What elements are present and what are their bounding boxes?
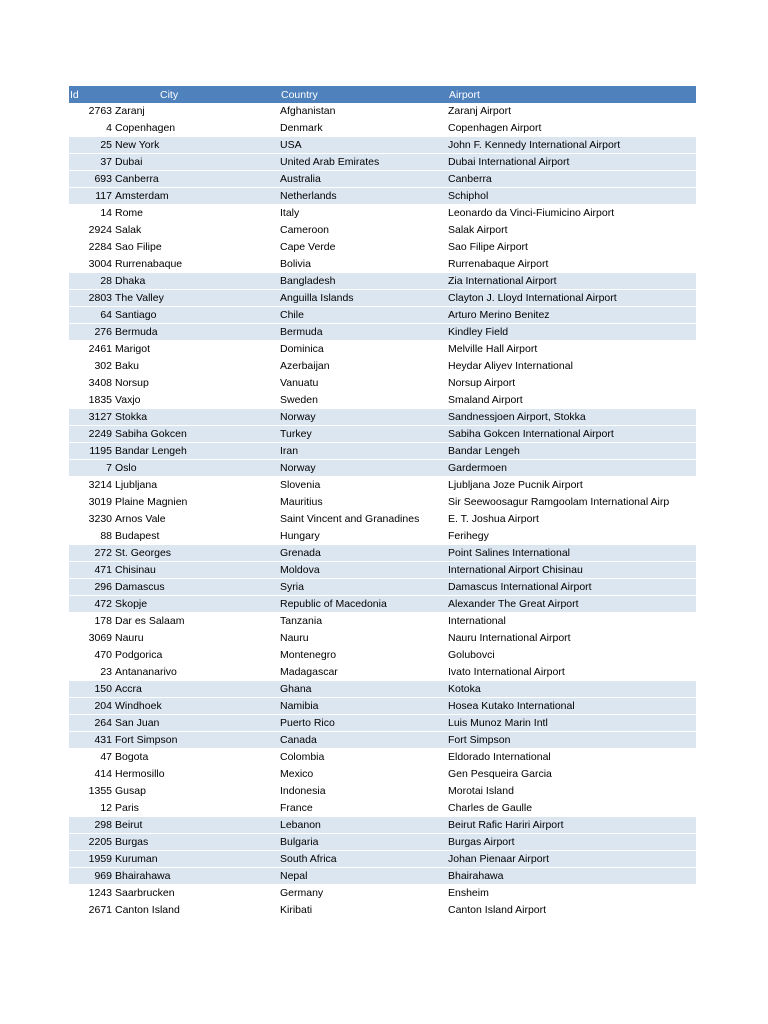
cell-id[interactable]: 150 xyxy=(69,681,114,698)
cell-airport[interactable]: Leonardo da Vinci-Fiumicino Airport xyxy=(448,205,696,222)
cell-country[interactable]: Slovenia xyxy=(280,477,448,494)
table-row xyxy=(69,120,696,137)
table-row xyxy=(69,698,696,715)
cell-id[interactable]: 47 xyxy=(69,749,114,766)
cell-city[interactable]: Sabiha Gokcen xyxy=(114,426,280,443)
cell-id[interactable]: 2205 xyxy=(69,834,114,851)
cell-city[interactable]: Gusap xyxy=(114,783,280,800)
cell-id[interactable]: 276 xyxy=(69,324,114,341)
cell-id[interactable]: 23 xyxy=(69,664,114,681)
cell-country[interactable]: Sweden xyxy=(280,392,448,409)
table-row xyxy=(69,851,696,868)
cell-country[interactable]: Italy xyxy=(280,205,448,222)
cell-city[interactable]: Paris xyxy=(114,800,280,817)
cell-country[interactable]: Denmark xyxy=(280,120,448,137)
cell-country[interactable]: United Arab Emirates xyxy=(280,154,448,171)
cell-city[interactable]: Bandar Lengeh xyxy=(114,443,280,460)
cell-airport[interactable]: Copenhagen Airport xyxy=(448,120,696,137)
cell-country[interactable]: Cape Verde xyxy=(280,239,448,256)
cell-id[interactable]: 2803 xyxy=(69,290,114,307)
cell-id[interactable]: 204 xyxy=(69,698,114,715)
cell-country[interactable]: Norway xyxy=(280,409,448,426)
cell-id[interactable]: 1355 xyxy=(69,783,114,800)
cell-airport[interactable]: Gardermoen xyxy=(448,460,696,477)
table-row xyxy=(69,324,696,341)
cell-city[interactable]: Podgorica xyxy=(114,647,280,664)
cell-city[interactable]: Marigot xyxy=(114,341,280,358)
cell-city[interactable]: Hermosillo xyxy=(114,766,280,783)
cell-city[interactable]: Zaranj xyxy=(114,103,280,120)
cell-airport[interactable]: Rurrenabaque Airport xyxy=(448,256,696,273)
table-row xyxy=(69,902,696,919)
cell-city[interactable]: Antananarivo xyxy=(114,664,280,681)
cell-country[interactable]: Ghana xyxy=(280,681,448,698)
cell-city[interactable]: San Juan xyxy=(114,715,280,732)
cell-id[interactable]: 3127 xyxy=(69,409,114,426)
table-row xyxy=(69,103,696,120)
cell-city[interactable]: Burgas xyxy=(114,834,280,851)
cell-id[interactable]: 2461 xyxy=(69,341,114,358)
table-row xyxy=(69,460,696,477)
cell-country[interactable]: South Africa xyxy=(280,851,448,868)
cell-city[interactable]: Skopje xyxy=(114,596,280,613)
cell-id[interactable]: 302 xyxy=(69,358,114,375)
cell-city[interactable]: Budapest xyxy=(114,528,280,545)
cell-country[interactable]: Madagascar xyxy=(280,664,448,681)
cell-airport[interactable]: Zaranj Airport xyxy=(448,103,696,120)
cell-airport[interactable]: Bandar Lengeh xyxy=(448,443,696,460)
table-row xyxy=(69,868,696,885)
cell-id[interactable]: 1835 xyxy=(69,392,114,409)
cell-country[interactable]: Turkey xyxy=(280,426,448,443)
cell-airport[interactable]: Eldorado International xyxy=(448,749,696,766)
cell-airport[interactable]: Sabiha Gokcen International Airport xyxy=(448,426,696,443)
table-row xyxy=(69,545,696,562)
cell-id[interactable]: 1195 xyxy=(69,443,114,460)
cell-id[interactable]: 1243 xyxy=(69,885,114,902)
cell-city[interactable]: Windhoek xyxy=(114,698,280,715)
table-row xyxy=(69,256,696,273)
cell-airport[interactable]: Beirut Rafic Hariri Airport xyxy=(448,817,696,834)
cell-id[interactable]: 4 xyxy=(69,120,114,137)
cell-airport[interactable]: Salak Airport xyxy=(448,222,696,239)
cell-country[interactable]: Hungary xyxy=(280,528,448,545)
cell-airport[interactable]: Kotoka xyxy=(448,681,696,698)
table-row xyxy=(69,834,696,851)
table-row xyxy=(69,409,696,426)
cell-country[interactable]: Azerbaijan xyxy=(280,358,448,375)
table-row xyxy=(69,800,696,817)
cell-country[interactable]: France xyxy=(280,800,448,817)
cell-country[interactable]: Nauru xyxy=(280,630,448,647)
cell-airport[interactable]: Sir Seewoosagur Ramgoolam International Airp xyxy=(448,494,696,511)
cell-airport[interactable]: Canberra xyxy=(448,171,696,188)
cell-country[interactable]: USA xyxy=(280,137,448,154)
cell-airport[interactable]: Point Salines International xyxy=(448,545,696,562)
cell-id[interactable]: 64 xyxy=(69,307,114,324)
cell-country[interactable]: Netherlands xyxy=(280,188,448,205)
cell-id[interactable]: 414 xyxy=(69,766,114,783)
table-row xyxy=(69,613,696,630)
table-header-row xyxy=(69,86,696,103)
cell-id[interactable]: 298 xyxy=(69,817,114,834)
cell-id[interactable]: 693 xyxy=(69,171,114,188)
cell-city[interactable]: Copenhagen xyxy=(114,120,280,137)
cell-airport[interactable]: Zia International Airport xyxy=(448,273,696,290)
cell-airport[interactable]: Golubovci xyxy=(448,647,696,664)
cell-airport[interactable]: Ferihegy xyxy=(448,528,696,545)
table-row xyxy=(69,579,696,596)
table-row xyxy=(69,273,696,290)
cell-city[interactable]: Fort Simpson xyxy=(114,732,280,749)
cell-country[interactable]: Canada xyxy=(280,732,448,749)
cell-country[interactable]: Australia xyxy=(280,171,448,188)
table-row xyxy=(69,205,696,222)
cell-airport[interactable]: International xyxy=(448,613,696,630)
cell-city[interactable]: Dubai xyxy=(114,154,280,171)
cell-airport[interactable]: Gen Pesqueira Garcia xyxy=(448,766,696,783)
cell-airport[interactable]: Melville Hall Airport xyxy=(448,341,696,358)
cell-id[interactable]: 12 xyxy=(69,800,114,817)
table-row xyxy=(69,596,696,613)
cell-country[interactable]: Colombia xyxy=(280,749,448,766)
cell-id[interactable]: 431 xyxy=(69,732,114,749)
cell-country[interactable]: Bermuda xyxy=(280,324,448,341)
cell-city[interactable]: Dhaka xyxy=(114,273,280,290)
cell-country[interactable]: Montenegro xyxy=(280,647,448,664)
table-row xyxy=(69,375,696,392)
table-row xyxy=(69,239,696,256)
cell-id[interactable]: 296 xyxy=(69,579,114,596)
cell-country[interactable]: Namibia xyxy=(280,698,448,715)
cell-city[interactable]: Stokka xyxy=(114,409,280,426)
cell-city[interactable]: Accra xyxy=(114,681,280,698)
cell-city[interactable]: Arnos Vale xyxy=(114,511,280,528)
table-row xyxy=(69,766,696,783)
cell-country[interactable]: Afghanistan xyxy=(280,103,448,120)
cell-country[interactable]: Kiribati xyxy=(280,902,448,919)
table-row xyxy=(69,681,696,698)
cell-id[interactable]: 3230 xyxy=(69,511,114,528)
cell-id[interactable]: 3019 xyxy=(69,494,114,511)
cell-airport[interactable]: E. T. Joshua Airport xyxy=(448,511,696,528)
cell-country[interactable]: Nepal xyxy=(280,868,448,885)
cell-country[interactable]: Republic of Macedonia xyxy=(280,596,448,613)
cell-city[interactable]: Beirut xyxy=(114,817,280,834)
cell-city[interactable]: Ljubljana xyxy=(114,477,280,494)
table-row xyxy=(69,222,696,239)
cell-country[interactable]: Mauritius xyxy=(280,494,448,511)
cell-city[interactable]: Salak xyxy=(114,222,280,239)
table-row xyxy=(69,341,696,358)
cell-city[interactable]: Canberra xyxy=(114,171,280,188)
cell-airport[interactable]: Smaland Airport xyxy=(448,392,696,409)
cell-id[interactable]: 2763 xyxy=(69,103,114,120)
cell-country[interactable]: Norway xyxy=(280,460,448,477)
table-row xyxy=(69,817,696,834)
cell-country[interactable]: Cameroon xyxy=(280,222,448,239)
cell-id[interactable]: 2284 xyxy=(69,239,114,256)
cell-country[interactable]: Germany xyxy=(280,885,448,902)
table-row xyxy=(69,443,696,460)
cell-airport[interactable]: Arturo Merino Benitez xyxy=(448,307,696,324)
table-row xyxy=(69,392,696,409)
cell-id[interactable]: 178 xyxy=(69,613,114,630)
cell-country[interactable]: Lebanon xyxy=(280,817,448,834)
cell-airport[interactable]: Ensheim xyxy=(448,885,696,902)
table-row xyxy=(69,494,696,511)
cell-airport[interactable]: Charles de Gaulle xyxy=(448,800,696,817)
cell-airport[interactable]: Sandnessjoen Airport, Stokka xyxy=(448,409,696,426)
cell-city[interactable]: Vaxjo xyxy=(114,392,280,409)
cell-country[interactable]: Saint Vincent and Granadines xyxy=(280,511,448,528)
cell-id[interactable]: 471 xyxy=(69,562,114,579)
cell-id[interactable]: 28 xyxy=(69,273,114,290)
cell-id[interactable]: 3214 xyxy=(69,477,114,494)
cell-country[interactable]: Indonesia xyxy=(280,783,448,800)
table-row xyxy=(69,664,696,681)
cell-airport[interactable]: Ljubljana Joze Pucnik Airport xyxy=(448,477,696,494)
cell-airport[interactable]: Damascus International Airport xyxy=(448,579,696,596)
cell-id[interactable]: 2671 xyxy=(69,902,114,919)
table-row xyxy=(69,307,696,324)
cell-city[interactable]: Rurrenabaque xyxy=(114,256,280,273)
cell-airport[interactable]: Alexander The Great Airport xyxy=(448,596,696,613)
cell-city[interactable]: Amsterdam xyxy=(114,188,280,205)
cell-airport[interactable]: Sao Filipe Airport xyxy=(448,239,696,256)
cell-id[interactable]: 264 xyxy=(69,715,114,732)
cell-city[interactable]: Santiago xyxy=(114,307,280,324)
header-city[interactable]: City xyxy=(114,86,280,103)
table-row xyxy=(69,477,696,494)
cell-airport[interactable]: Burgas Airport xyxy=(448,834,696,851)
cell-id[interactable]: 14 xyxy=(69,205,114,222)
table-row xyxy=(69,188,696,205)
cell-city[interactable]: Rome xyxy=(114,205,280,222)
table-body xyxy=(69,103,696,919)
table-row xyxy=(69,154,696,171)
header-airport[interactable]: Airport xyxy=(448,86,696,103)
cell-city[interactable]: Norsup xyxy=(114,375,280,392)
table-row xyxy=(69,137,696,154)
cell-airport[interactable]: John F. Kennedy International Airport xyxy=(448,137,696,154)
cell-city[interactable]: Kuruman xyxy=(114,851,280,868)
header-country[interactable]: Country xyxy=(280,86,448,103)
table-row xyxy=(69,630,696,647)
cell-id[interactable]: 470 xyxy=(69,647,114,664)
cell-country[interactable]: Puerto Rico xyxy=(280,715,448,732)
cell-country[interactable]: Iran xyxy=(280,443,448,460)
cell-country[interactable]: Anguilla Islands xyxy=(280,290,448,307)
spreadsheet-sheet xyxy=(69,86,696,919)
cell-id[interactable]: 88 xyxy=(69,528,114,545)
cell-country[interactable]: Bangladesh xyxy=(280,273,448,290)
cell-id[interactable]: 117 xyxy=(69,188,114,205)
cell-airport[interactable]: Bhairahawa xyxy=(448,868,696,885)
cell-airport[interactable]: Nauru International Airport xyxy=(448,630,696,647)
table-row xyxy=(69,358,696,375)
cell-city[interactable]: Plaine Magnien xyxy=(114,494,280,511)
cell-city[interactable]: Sao Filipe xyxy=(114,239,280,256)
cell-airport[interactable]: Fort Simpson xyxy=(448,732,696,749)
cell-city[interactable]: Saarbrucken xyxy=(114,885,280,902)
airports-table xyxy=(69,86,696,919)
cell-id[interactable]: 37 xyxy=(69,154,114,171)
cell-id[interactable]: 3004 xyxy=(69,256,114,273)
cell-id[interactable]: 472 xyxy=(69,596,114,613)
cell-airport[interactable]: Heydar Aliyev International xyxy=(448,358,696,375)
cell-id[interactable]: 25 xyxy=(69,137,114,154)
table-row xyxy=(69,749,696,766)
cell-country[interactable]: Bolivia xyxy=(280,256,448,273)
table-row xyxy=(69,171,696,188)
cell-airport[interactable]: Luis Munoz Marin Intl xyxy=(448,715,696,732)
cell-airport[interactable]: Hosea Kutako International xyxy=(448,698,696,715)
cell-id[interactable]: 2924 xyxy=(69,222,114,239)
cell-id[interactable]: 3069 xyxy=(69,630,114,647)
table-row xyxy=(69,783,696,800)
cell-id[interactable]: 2249 xyxy=(69,426,114,443)
cell-country[interactable]: Moldova xyxy=(280,562,448,579)
cell-city[interactable]: Bogota xyxy=(114,749,280,766)
cell-airport[interactable]: Canton Island Airport xyxy=(448,902,696,919)
cell-id[interactable]: 1959 xyxy=(69,851,114,868)
cell-country[interactable]: Vanuatu xyxy=(280,375,448,392)
cell-id[interactable]: 7 xyxy=(69,460,114,477)
cell-city[interactable]: Oslo xyxy=(114,460,280,477)
cell-city[interactable]: Bhairahawa xyxy=(114,868,280,885)
cell-id[interactable]: 969 xyxy=(69,868,114,885)
table-row xyxy=(69,562,696,579)
cell-airport[interactable]: Clayton J. Lloyd International Airport xyxy=(448,290,696,307)
cell-country[interactable]: Grenada xyxy=(280,545,448,562)
cell-airport[interactable]: International Airport Chisinau xyxy=(448,562,696,579)
cell-airport[interactable]: Dubai International Airport xyxy=(448,154,696,171)
cell-city[interactable]: Baku xyxy=(114,358,280,375)
cell-city[interactable]: Dar es Salaam xyxy=(114,613,280,630)
cell-city[interactable]: The Valley xyxy=(114,290,280,307)
cell-airport[interactable]: Norsup Airport xyxy=(448,375,696,392)
cell-airport[interactable]: Morotai Island xyxy=(448,783,696,800)
header-id[interactable]: Id xyxy=(69,86,114,103)
cell-city[interactable]: Canton Island xyxy=(114,902,280,919)
table-row xyxy=(69,426,696,443)
table-row xyxy=(69,732,696,749)
cell-country[interactable]: Dominica xyxy=(280,341,448,358)
cell-airport[interactable]: Johan Pienaar Airport xyxy=(448,851,696,868)
cell-city[interactable]: New York xyxy=(114,137,280,154)
table-row xyxy=(69,528,696,545)
cell-city[interactable]: Bermuda xyxy=(114,324,280,341)
cell-city[interactable]: Nauru xyxy=(114,630,280,647)
cell-country[interactable]: Syria xyxy=(280,579,448,596)
table-row xyxy=(69,290,696,307)
cell-id[interactable]: 272 xyxy=(69,545,114,562)
table-row xyxy=(69,647,696,664)
cell-airport[interactable]: Schiphol xyxy=(448,188,696,205)
cell-id[interactable]: 3408 xyxy=(69,375,114,392)
table-row xyxy=(69,715,696,732)
cell-city[interactable]: Chisinau xyxy=(114,562,280,579)
cell-country[interactable]: Bulgaria xyxy=(280,834,448,851)
cell-country[interactable]: Chile xyxy=(280,307,448,324)
cell-airport[interactable]: Ivato International Airport xyxy=(448,664,696,681)
cell-country[interactable]: Mexico xyxy=(280,766,448,783)
table-row xyxy=(69,511,696,528)
cell-airport[interactable]: Kindley Field xyxy=(448,324,696,341)
cell-country[interactable]: Tanzania xyxy=(280,613,448,630)
cell-city[interactable]: Damascus xyxy=(114,579,280,596)
cell-city[interactable]: St. Georges xyxy=(114,545,280,562)
table-row xyxy=(69,885,696,902)
